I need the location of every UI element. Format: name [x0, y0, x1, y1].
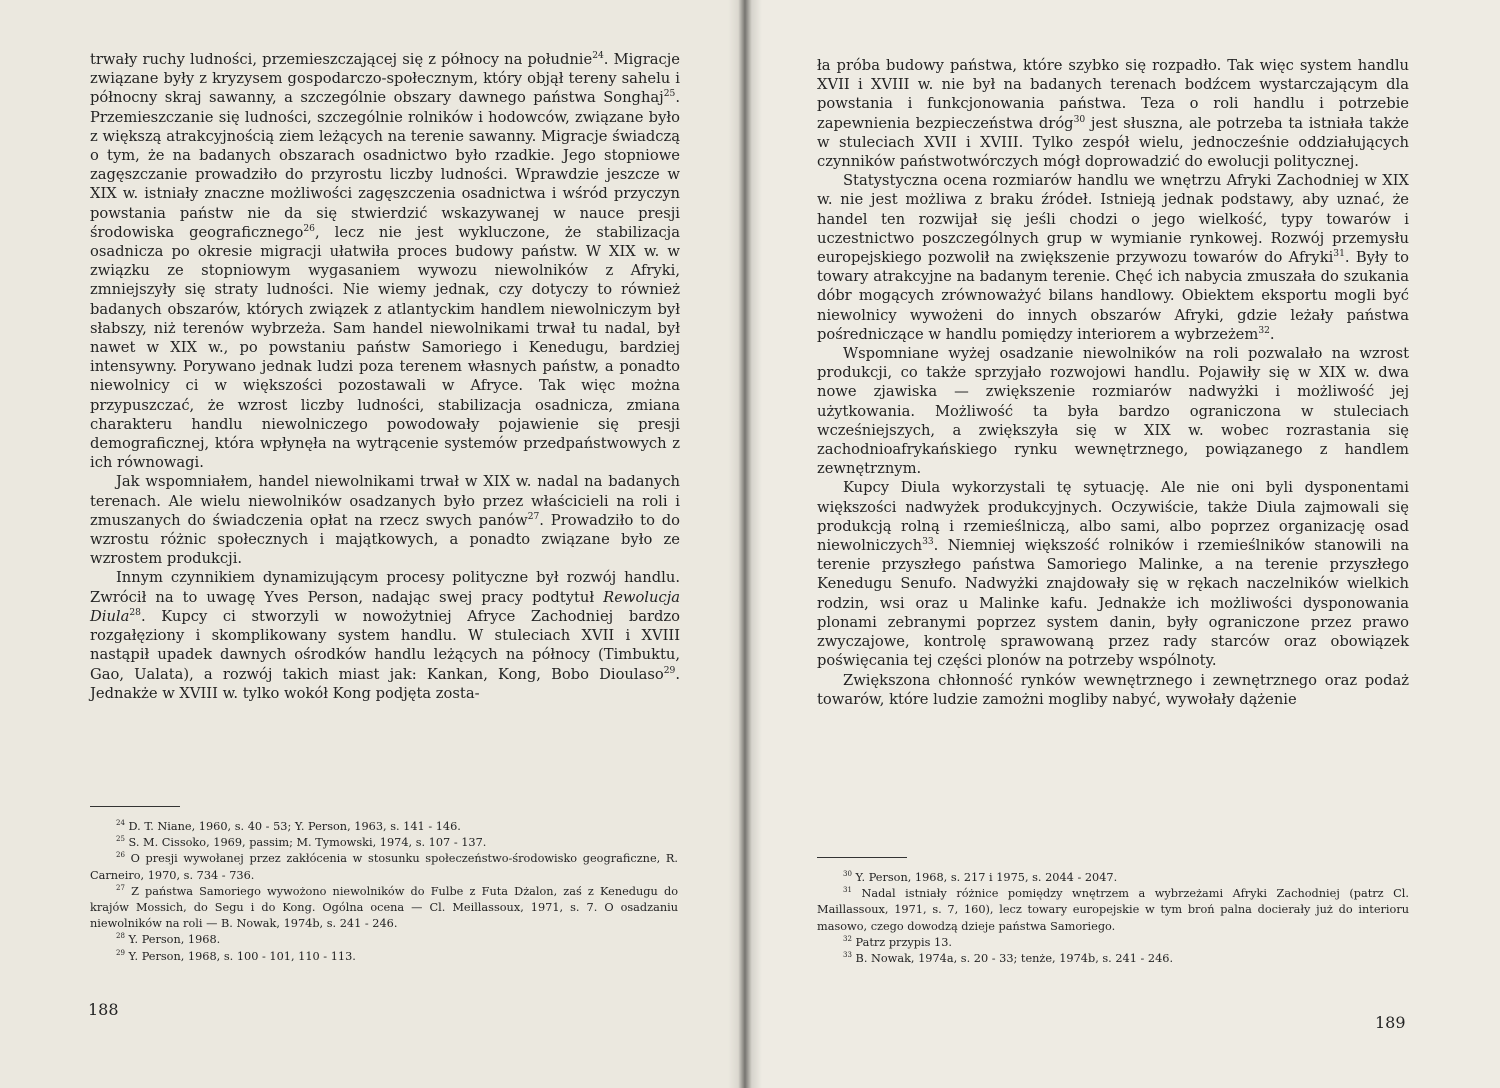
- left-page-footnotes: $^{24}$ D. T. Niane, 1960, s. 40 - 53; Y. Person, 1963, s. 141 - 146. $^{25}$ S. M. Cissoko, 1969, passim; M. Tymowski, 1974, s. 107 - 137. $^{26}$ O presji wywołanej przez zakłócenia w stosunku społeczeństwo-środowisko geograficzne, R. Carneiro, 1970, s. 734 - 736. $^{27}$ Z państwa Samoriego wywożono niewolników do Fulbe z Futa Dżalon, zaś z Kenedugu do krajów Mossich, do Segu i do Kong. Ogólna ocena — Cl. Meillassoux, 1971, s. 7. O osadzaniu niewolników na roli — B. Nowak, 1974b, s. 241 - 246. $^{28}$ Y. Person, 1968. $^{29}$ Y. Person, 1968, s. 100 - 101, 110 - 113.: [90, 819, 678, 963]
- left-page-number: 188: [88, 1000, 119, 1019]
- left-footnote-separator: [90, 806, 180, 807]
- right-page-number: 189: [1375, 1013, 1406, 1032]
- left-page-body: trwały ruchy ludności, przemieszczającej się z północy na południe$^{24}$. Migracje związane były z kryzysem gospodarczo-społecznym, który objął tereny sahelu i północny skraj sawanny, a szczególnie obszary dawnego państwa Songhaj$^{25}$. Przemieszczanie się ludności, szczególnie rolników i hodowców, związane było z większą atrakcyjnością ziem leżących na terenie sawanny. Migracje świadczą o tym, że na badanych obszarach osadnictwo było rzadkie. Jego stopniowe zagęszczanie prowadziło do przyrostu liczby ludności. Wprawdzie jeszcze w XIX w. istniały znaczne możliwości zagęszczenia osadnictwa i wśród przyczyn powstania państw nie da się stwierdzić wskazywanej w nauce presji środowiska geograficznego$^{26}$, lecz nie jest wykluczone, że stabilizacja osadnicza po okresie migracji ułatwiła proces budowy państw. W XIX w. w związku ze stopniowym wygasaniem wywozu niewolników z Afryki, zmniejszyły się straty ludności. Nie wiemy jednak, czy dotyczy to również badanych obszarów, których związek z atlantyckim handlem niewolniczym był słabszy, niż terenów wybrzeża. Sam handel niewolnikami trwał tu nadal, był nawet w XIX w., po powstaniu państw Samoriego i Kenedugu, bardziej intensywny. Porywano jednak ludzi poza terenem własnych państw, a ponadto niewolnicy ci w większości pozostawali w Afryce. Tak więc można przypuszczać, że wzrost liczby ludności, stabilizacja osadnicza, zmiana charakteru handlu niewolniczego powodowały pojawienie się presji demograficznej, która wpłynęła na wytrącenie systemów przedpaństwowych z ich równowagi. Jak wspomniałem, handel niewolnikami trwał w XIX w. nadal na badanych terenach. Ale wielu niewolników osadzanych było przez właścicieli na roli i zmuszanych do świadczenia opłat na rzecz swych panów$^{27}$. Prowadziło to do wzrostu różnic społecznych i majątkowych, a ponadto związane było ze wzrostem produkcji. Innym czynnikiem dynamizującym procesy polityczne był rozwój handlu. Zwrócił na to uwagę Yves Person, nadając swej pracy podtytuł Rewolucja Diula$^{28}$. Kupcy ci stworzyli w nowożytniej Afryce Zachodniej bardzo rozgałęziony i skomplikowany system handlu. W stuleciach XVII i XVIII nastąpił upadek dawnych ośrodków handlu leżących na północy (Timbuktu, Gao, Ualata), a rozwój takich miast jak: Kankan, Kong, Bobo Dioulaso$^{29}$. Jednakże w XVIII w. tylko wokół Kong podjęta zosta-: [90, 51, 680, 702]
- left-page: [0, 0, 745, 1088]
- right-page-footnotes: $^{30}$ Y. Person, 1968, s. 217 i 1975, s. 2044 - 2047. $^{31}$ Nadal istniały różnice pomiędzy wnętrzem a wybrzeżami Afryki Zachodniej (patrz Cl. Maillassoux, 1971, s. 7, 160), lecz towary europejskie w tym broń palna docierały już do interioru masowo, czego dowodzą dzieje państwa Samoriego. $^{32}$ Patrz przypis 13. $^{33}$ B. Nowak, 1974a, s. 20 - 33; tenże, 1974b, s. 241 - 246.: [817, 870, 1409, 966]
- right-page: [745, 0, 1500, 1088]
- right-page-body: ła próba budowy państwa, które szybko się rozpadło. Tak więc system handlu XVII i XVIII w. nie był na badanych terenach bodźcem wystarczającym dla powstania i funkcjonowania państwa. Teza o roli handlu i potrzebie zapewnienia bezpieczeństwa dróg$^{30}$ jest słuszna, ale potrzeba ta istniała także w stuleciach XVII i XVIII. Tylko zespół wielu, jednocześnie oddziałujących czynników państwotwórczych mógł doprowadzić do ewolucji politycznej. Statystyczna ocena rozmiarów handlu we wnętrzu Afryki Zachodniej w XIX w. nie jest możliwa z braku źródeł. Istnieją jednak podstawy, aby uznać, że handel ten rozwijał się jeśli chodzi o jego wielkość, typy towarów i uczestnictwo poszczególnych grup w wymianie rynkowej. Rozwój przemysłu europejskiego pozwolił na zwiększenie przywozu towarów do Afryki$^{31}$. Były to towary atrakcyjne na badanym terenie. Chęć ich nabycia zmuszała do szukania dóbr mogących zrównoważyć bilans handlowy. Obiektem eksportu mogli być niewolnicy wywożeni do innych obszarów Afryki, gdzie leżały państwa pośredniczące w handlu pomiędzy interiorem a wybrzeżem$^{32}$. Wspomniane wyżej osadzanie niewolników na roli pozwalało na wzrost produkcji, co także sprzyjało rozwojowi handlu. Pojawiły się w XIX w. dwa nowe zjawiska — zwiększenie rozmiarów nadwyżki i możliwość jej użytkowania. Możliwość ta była bardzo ograniczona w stuleciach wcześniejszych, a zwiększyła się w XIX w. wobec rozrastania się zachodnioafrykańskiego rynku wewnętrznego, powiązanego z handlem zewnętrznym. Kupcy Diula wykorzystali tę sytuację. Ale nie oni byli dysponentami większości nadwyżek produkcyjnych. Oczywiście, także Diula zajmowali się produkcją rolną i rzemieślniczą, albo sami, albo poprzez organizację osad niewolniczych$^{33}$. Niemniej większość rolników i rzemieślników stanowili na terenie przyszłego państwa Samoriego Malinke, a na terenie przyszłego Kenedugu Senufo. Nadwyżki znajdowały się w rękach naczelników wielkich rodzin, wsi oraz u Malinke kafu. Jednakże ich możliwości dysponowania plonami zebranymi poprzez system danin, były ograniczone przez prawo zwyczajowe, kontrolę sprawowaną przez rady starców oraz obowiązek poświęcania tej części plonów na potrzeby wspólnoty. Zwiększona chłonność rynków wewnętrznego i zewnętrznego oraz podaż towarów, które ludzie zamożni mogliby nabyć, wywołały dążenie: [817, 57, 1409, 708]
- book-spine-shadow: [728, 0, 762, 1088]
- right-footnote-separator: [817, 857, 907, 858]
